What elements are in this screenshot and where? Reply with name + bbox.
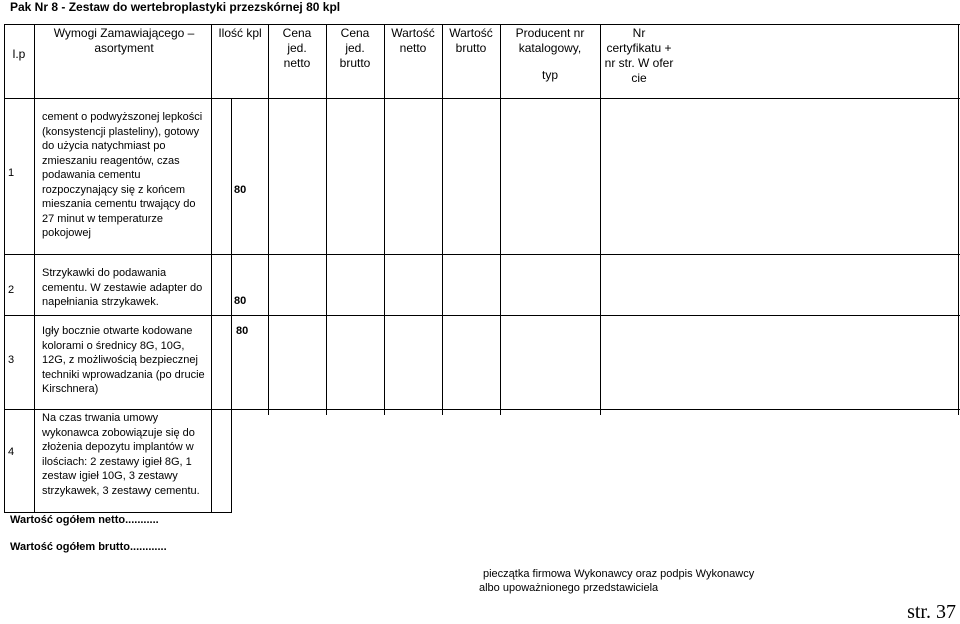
total-gross: Wartość ogółem brutto............	[10, 541, 167, 553]
header-qty: Ilość kpl	[218, 26, 262, 40]
row-2-quantity: 80	[234, 295, 247, 307]
table-line	[4, 98, 960, 99]
header-name: Wymogi Zamawiającego – asortyment	[53, 26, 195, 55]
table-line	[600, 24, 601, 415]
row-3-description: Igły bocznie otwarte kodowane kolorami o średnicy 8G, 10G, 12G, z możliwością bezpiecznej techniki wprowadzania (po drucie Kirschnera)	[42, 325, 205, 395]
table-line	[500, 24, 501, 415]
row-4-lp: 4	[8, 446, 15, 458]
table-line	[4, 512, 232, 513]
table-line	[4, 254, 960, 255]
row-4-description: Na czas trwania umowy wykonawca zobowiązuje się do złożenia depozytu implantów w ilościach: 2 zestawy igieł 8G, 1 zestaw igieł 10G, 3 zestawy strzykawek, 3 zestawy cementu.	[42, 412, 200, 497]
header-value-net: Wartość netto	[391, 26, 435, 55]
row-3-quantity: 80	[236, 325, 249, 337]
page-number: str. 37	[907, 601, 956, 623]
table-line	[384, 24, 385, 415]
header-unit-price-gross: Cena jed. brutto	[339, 26, 371, 70]
header-certificate: Nr certyfikatu + nr str. W ofer cie	[604, 26, 674, 85]
table-line	[34, 24, 35, 512]
table-line	[4, 24, 5, 512]
total-net: Wartość ogółem netto...........	[10, 514, 159, 526]
table-line	[4, 409, 960, 410]
row-2-lp: 2	[8, 284, 15, 296]
table-line	[211, 24, 212, 512]
stamp-line-1: pieczątka firmowa Wykonawcy oraz podpis Wykonawcy	[483, 568, 755, 580]
row-3-lp: 3	[8, 354, 15, 366]
header-lp: l.p	[12, 47, 26, 61]
row-2-description: Strzykawki do podawania cementu. W zestawie adapter do napełniania strzykawek.	[42, 267, 203, 308]
table-line	[4, 24, 960, 25]
table-line	[442, 24, 443, 415]
table-line	[326, 24, 327, 415]
header-value-gross: Wartość brutto	[449, 26, 493, 55]
header-producer-type: typ	[541, 68, 558, 82]
header-producer: Producent nr katalogowy,	[515, 26, 585, 55]
stamp-line-2: albo upoważnionego przedstawiciela	[479, 582, 659, 594]
row-1-description: cement o podwyższonej lepkości (konsystencji plasteliny), gotowy do użycia natychmiast po zmieszaniu reagentów, czas podawania cementu rozpoczynający się z końcem mieszania cementu trwający do 27 minut w temperaturze pokojowej	[42, 111, 203, 239]
row-1-lp: 1	[8, 167, 15, 179]
table-line	[4, 315, 960, 316]
table-line	[231, 98, 232, 512]
document-title: Pak Nr 8 - Zestaw do wertebroplastyki przezskórnej 80 kpl	[10, 0, 341, 14]
table-line	[958, 24, 959, 415]
row-1-quantity: 80	[234, 184, 247, 196]
table-line	[268, 24, 269, 415]
header-unit-price-net: Cena jed. netto	[282, 26, 312, 70]
